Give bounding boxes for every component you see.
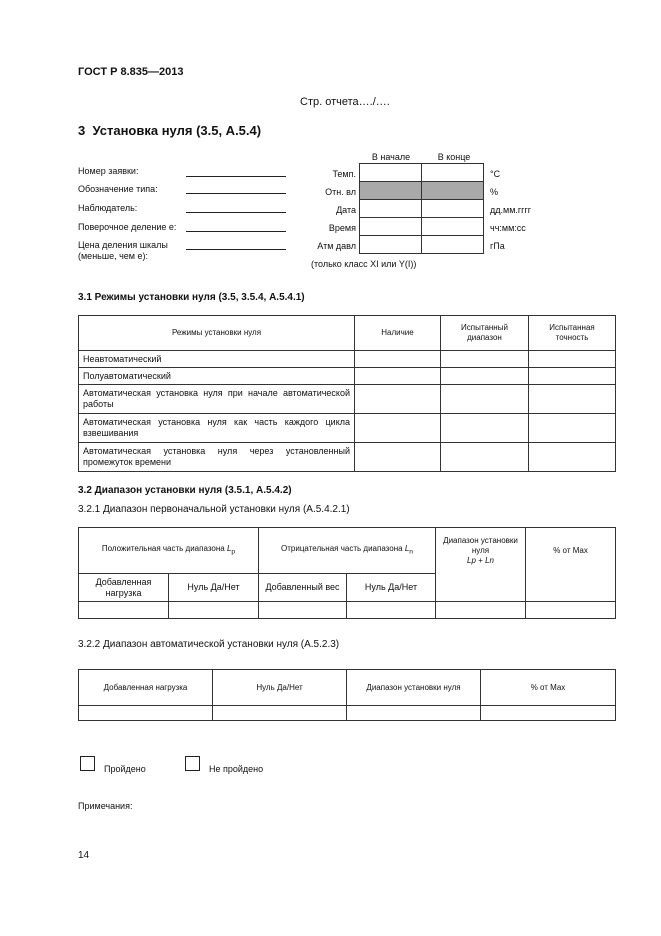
section-title-text: Установка нуля (3.5, А.5.4) [92, 123, 262, 138]
pressure-end-cell[interactable] [422, 236, 484, 254]
range-label: Диапазон установки нуля [443, 536, 518, 555]
date-end-cell[interactable] [422, 200, 484, 218]
subheader-added-weight: Добавленный вес [259, 574, 347, 602]
time-end-cell[interactable] [422, 218, 484, 236]
table-cell[interactable] [441, 351, 529, 368]
passed-checkbox[interactable] [80, 756, 95, 771]
condition-label-pressure: Атм давл [317, 241, 356, 251]
condition-label-time: Время [328, 223, 356, 233]
document-standard-header: ГОСТ Р 8.835—2013 [78, 66, 184, 78]
table-cell[interactable] [526, 602, 616, 619]
field-label-scale-interval: Цена деления шкалы (меньше, чем е): [78, 240, 168, 261]
zero-setting-modes-table [78, 315, 616, 472]
conditions-col-end: В конце [437, 152, 471, 162]
table-cell[interactable] [79, 706, 213, 721]
failed-label: Не пройдено [209, 764, 264, 774]
table-header-tested-accuracy: Испытанная точность [529, 316, 616, 351]
table-cell[interactable] [529, 351, 616, 368]
table-header-tested-range: Испытанный диапазон [441, 316, 529, 351]
mode-label-auto-interval: Автоматическая установка нуля через установленный промежуток времени [79, 443, 355, 472]
table-row [79, 602, 616, 619]
subheader-zero-yes-no-2: Нуль Да/Нет [347, 574, 436, 602]
range-formula: Lp + Ln [467, 556, 494, 565]
section-title [78, 123, 261, 138]
table-cell[interactable] [441, 443, 529, 472]
table-cell[interactable] [529, 385, 616, 414]
field-line-type-designation[interactable] [186, 193, 286, 194]
table-cell[interactable] [441, 385, 529, 414]
table-header-percent-max: % от Max [481, 670, 616, 706]
table-cell[interactable] [529, 414, 616, 443]
negative-part-symbol: L [404, 543, 410, 553]
subsection-3-2-2-title: 3.2.2 Диапазон автоматической установки нуля (А.5.2.3) [78, 639, 340, 650]
mode-label-auto-at-start: Автоматическая установка нуля при начале автоматической работы [79, 385, 355, 414]
table-row [79, 368, 616, 385]
field-line-verification-division[interactable] [186, 231, 286, 232]
table-cell[interactable] [355, 385, 441, 414]
table-header-percent-max: % от Max [526, 528, 616, 602]
mode-label-auto-each-cycle: Автоматическая установка нуля как часть каждого цикла взвешивания [79, 414, 355, 443]
condition-unit-temperature: °C [490, 169, 501, 179]
time-start-cell[interactable] [360, 218, 422, 236]
condition-unit-humidity: % [490, 187, 499, 197]
table-header-range [436, 528, 526, 602]
table-header-presence: Наличие [355, 316, 441, 351]
table-row [79, 351, 616, 368]
table-cell[interactable] [355, 351, 441, 368]
table-header-positive-part [79, 528, 259, 574]
positive-part-label: Положительная часть диапазона [101, 543, 225, 553]
condition-unit-date: дд.мм.гггг [490, 205, 532, 215]
table-cell[interactable] [347, 706, 481, 721]
condition-unit-pressure: гПа [490, 241, 505, 251]
conditions-col-start: В начале [371, 152, 411, 162]
humidity-start-cell[interactable] [360, 182, 422, 200]
positive-part-subscript: p [231, 548, 236, 556]
table-cell[interactable] [355, 414, 441, 443]
field-line-observer[interactable] [186, 212, 286, 213]
subheader-zero-yes-no: Нуль Да/Нет [169, 574, 259, 602]
field-label-type-designation: Обозначение типа: [78, 184, 158, 194]
table-header-modes: Режимы установки нуля [79, 316, 355, 351]
table-cell[interactable] [481, 706, 616, 721]
section-number: 3 [78, 123, 86, 138]
passed-label: Пройдено [104, 764, 146, 774]
condition-label-humidity: Отн. вл [325, 187, 356, 197]
table-cell[interactable] [79, 602, 169, 619]
date-start-cell[interactable] [360, 200, 422, 218]
condition-label-date: Дата [336, 205, 356, 215]
initial-zero-range-table [78, 527, 616, 619]
mode-label-semi-automatic: Полуавтоматический [79, 368, 355, 385]
subsection-3-1-title: 3.1 Режимы установки нуля (3.5, 3.5.4, А.5.4.1) [78, 292, 305, 303]
field-line-application-number[interactable] [186, 176, 286, 177]
table-cell[interactable] [259, 602, 347, 619]
temp-end-cell[interactable] [422, 164, 484, 182]
negative-part-label: Отрицательная часть диапазона [281, 543, 403, 553]
table-header-zero-yes-no: Нуль Да/Нет [213, 670, 347, 706]
auto-zero-range-table [78, 669, 616, 721]
page-number: 14 [78, 850, 90, 861]
table-header-added-load: Добавленная нагрузка [79, 670, 213, 706]
table-header-negative-part [259, 528, 436, 574]
table-row [79, 706, 616, 721]
negative-part-subscript: n [409, 548, 413, 556]
notes-label: Примечания: [78, 801, 133, 811]
report-page-indicator: Стр. отчета…./…. [300, 96, 390, 108]
field-label-verification-division: Поверочное деление е: [78, 222, 177, 232]
table-cell[interactable] [213, 706, 347, 721]
table-cell[interactable] [347, 602, 436, 619]
field-label-observer: Наблюдатель: [78, 203, 138, 213]
field-label-application-number: Номер заявки: [78, 166, 139, 176]
table-cell[interactable] [436, 602, 526, 619]
subsection-3-2-1-title: 3.2.1 Диапазон первоначальной установки нуля (А.5.4.2.1) [78, 504, 350, 515]
table-cell[interactable] [355, 443, 441, 472]
field-line-scale-interval[interactable] [186, 249, 286, 250]
subsection-3-2-title: 3.2 Диапазон установки нуля (3.5.1, А.5.4.2) [78, 485, 292, 496]
table-cell[interactable] [529, 368, 616, 385]
failed-checkbox[interactable] [185, 756, 200, 771]
table-cell[interactable] [169, 602, 259, 619]
conditions-grid [359, 163, 484, 254]
table-cell[interactable] [441, 368, 529, 385]
table-header-zero-range: Диапазон установки нуля [347, 670, 481, 706]
table-row [79, 414, 616, 443]
humidity-end-cell[interactable] [422, 182, 484, 200]
subheader-added-load: Добавленная нагрузка [79, 574, 169, 602]
conditions-note: (только класс XI или Y(I)) [311, 259, 417, 269]
pressure-start-cell[interactable] [360, 236, 422, 254]
condition-label-temperature: Темп. [332, 169, 356, 179]
temp-start-cell[interactable] [360, 164, 422, 182]
table-cell[interactable] [355, 368, 441, 385]
condition-unit-time: чч:мм:сс [490, 223, 526, 233]
table-cell[interactable] [441, 414, 529, 443]
table-cell[interactable] [529, 443, 616, 472]
table-row [79, 385, 616, 414]
table-row [79, 443, 616, 472]
positive-part-symbol: L [226, 543, 232, 553]
mode-label-non-automatic: Неавтоматический [79, 351, 355, 368]
